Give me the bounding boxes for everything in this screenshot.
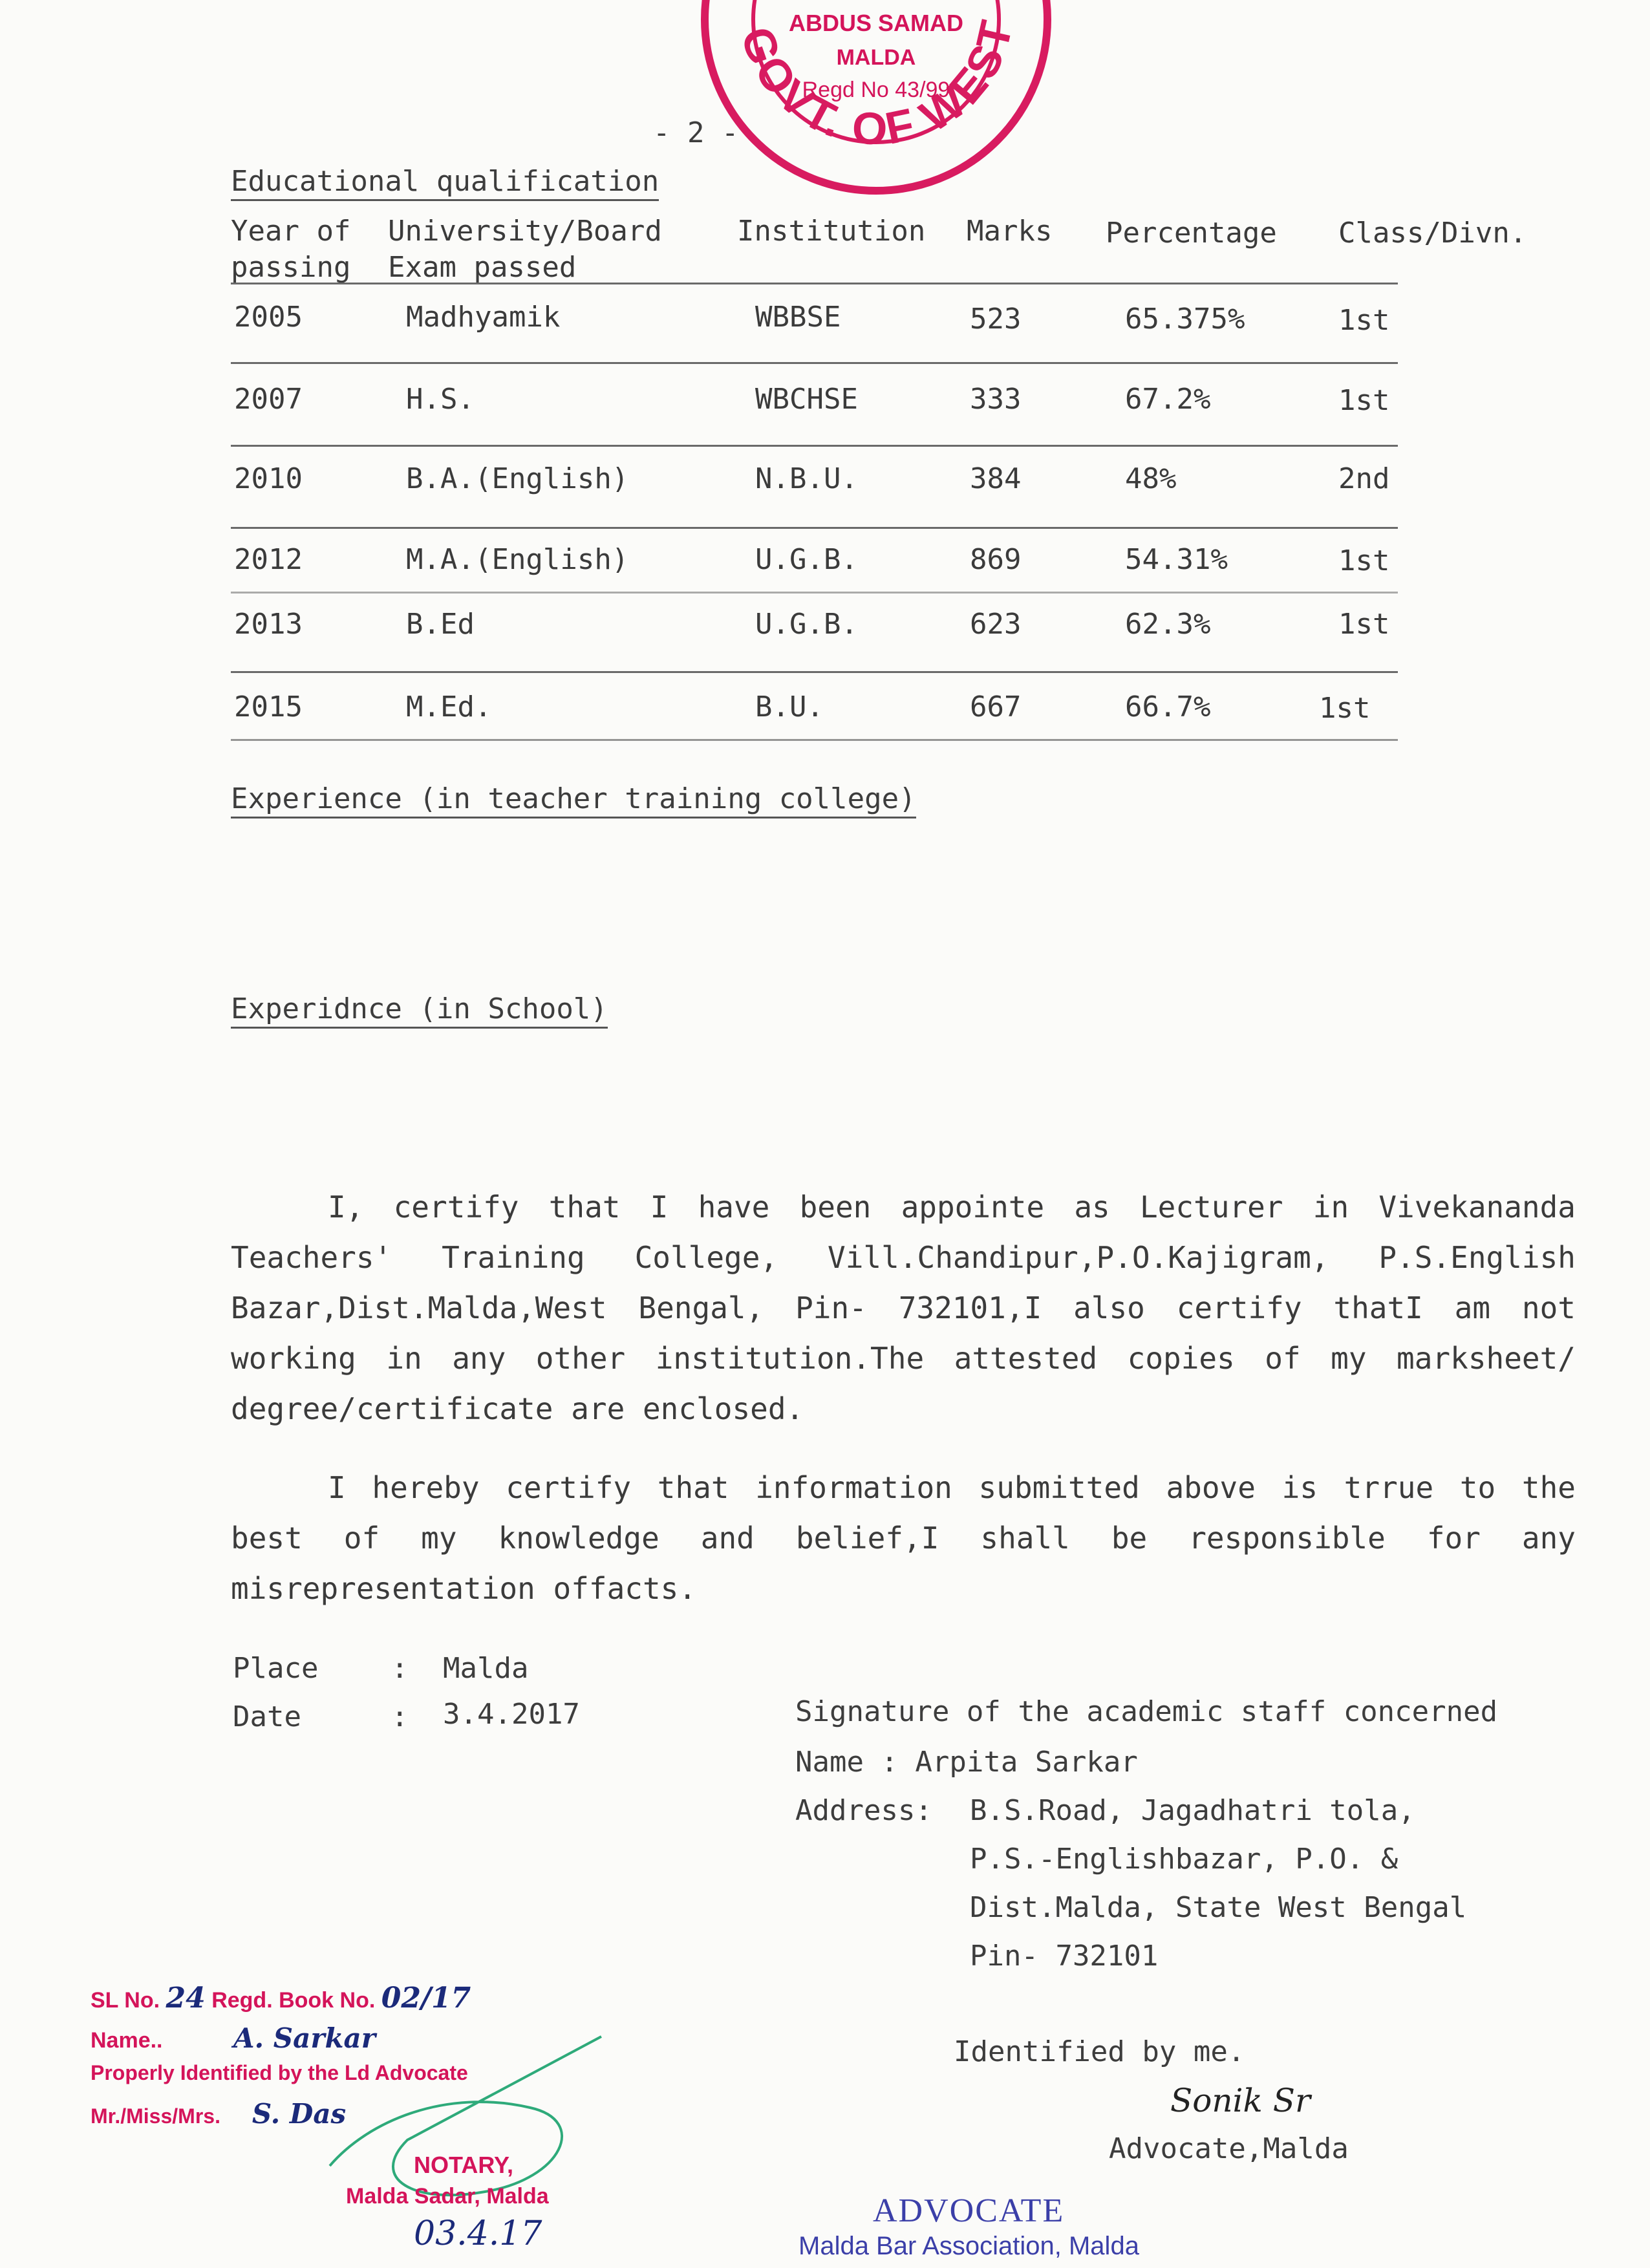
cell-exam: Madhyamik <box>406 301 561 334</box>
cell-percent: 54.31% <box>1125 543 1228 576</box>
regd-book-label: Regd. Book No. <box>211 1988 376 2013</box>
stamp-line-3: Regd No 43/99 <box>802 78 950 102</box>
address-line: B.S.Road, Jagadhatri tola, <box>970 1794 1415 1827</box>
address-label: Address: <box>795 1794 932 1827</box>
advocate-malda: Advocate,Malda <box>1109 2132 1349 2165</box>
cell-board: N.B.U. <box>755 462 858 495</box>
cell-exam: B.A.(English) <box>406 462 629 495</box>
table-rule <box>231 527 1398 529</box>
header-class: Class/Divn. <box>1338 217 1527 250</box>
cell-percent: 67.2% <box>1125 383 1211 416</box>
govt-stamp <box>695 0 1057 213</box>
address-line: Dist.Malda, State West Bengal <box>970 1891 1467 1924</box>
sl-no-hand: 24 <box>166 1982 206 2015</box>
cell-board: WBBSE <box>755 301 841 334</box>
properly-identified: Properly Identified by the Ld Advocate <box>91 2061 468 2084</box>
date-value: 3.4.2017 <box>443 1698 580 1731</box>
header-year-2: passing <box>231 251 351 284</box>
place-colon: : <box>391 1652 409 1685</box>
cell-percent: 65.375% <box>1125 303 1245 336</box>
staff-name: Name : Arpita Sarkar <box>795 1746 1138 1779</box>
cell-year: 2007 <box>234 383 303 416</box>
regd-book-hand: 02/17 <box>381 1982 471 2015</box>
table-rule <box>231 739 1398 741</box>
cell-marks: 333 <box>970 383 1022 416</box>
cell-board: U.G.B. <box>755 608 858 641</box>
cell-class: 1st <box>1338 384 1390 417</box>
cell-exam: H.S. <box>406 383 475 416</box>
cell-marks: 523 <box>970 303 1022 336</box>
page-number: - 2 - <box>653 116 739 149</box>
education-heading: Educational qualification <box>231 165 659 201</box>
cell-board: B.U. <box>755 690 824 723</box>
cell-board: U.G.B. <box>755 543 858 576</box>
header-year: Year of <box>231 215 351 248</box>
cell-class: 1st <box>1319 692 1371 725</box>
declaration-text: I hereby certify that information submitted above is trrue to the best of my knowledge and belief,I shall be responsible for any misrepresentation offacts. <box>231 1470 1576 1606</box>
header-percentage: Percentage <box>1106 217 1277 250</box>
declaration-paragraph <box>231 1462 1576 1614</box>
table-rule <box>231 283 1398 284</box>
experience-college-heading: Experience (in teacher training college) <box>231 782 916 818</box>
address-line: Pin- 732101 <box>970 1940 1159 1973</box>
certification-paragraph <box>231 1182 1576 1434</box>
cell-exam: B.Ed <box>406 608 475 641</box>
header-university: University/Board <box>388 215 662 248</box>
name-hand: A. Sarkar <box>233 2022 376 2054</box>
header-exam-passed: Exam passed <box>388 251 577 284</box>
place-label: Place <box>233 1652 319 1685</box>
cell-marks: 384 <box>970 462 1022 495</box>
cell-board: WBCHSE <box>755 383 858 416</box>
header-institution: Institution <box>737 215 926 248</box>
cell-year: 2015 <box>234 690 303 723</box>
experience-school-heading: Experidnce (in School) <box>231 992 608 1029</box>
advocate-stamp-title: ADVOCATE <box>873 2192 1065 2229</box>
cell-year: 2012 <box>234 543 303 576</box>
cell-marks: 623 <box>970 608 1022 641</box>
cell-exam: M.Ed. <box>406 690 492 723</box>
cell-percent: 48% <box>1125 462 1177 495</box>
date-label: Date <box>233 1700 301 1733</box>
table-rule <box>231 592 1398 594</box>
cell-class: 2nd <box>1338 462 1390 495</box>
cell-percent: 66.7% <box>1125 690 1211 723</box>
cell-percent: 62.3% <box>1125 608 1211 641</box>
cell-year: 2010 <box>234 462 303 495</box>
date-colon: : <box>391 1700 409 1733</box>
notary-date-hand: 03.4.17 <box>414 2214 542 2253</box>
cell-year: 2005 <box>234 301 303 334</box>
cell-exam: M.A.(English) <box>406 543 629 576</box>
mr-hand: S. Das <box>252 2098 347 2130</box>
table-rule <box>231 445 1398 447</box>
place-value: Malda <box>443 1652 529 1685</box>
cell-marks: 667 <box>970 690 1022 723</box>
mr-miss-label: Mr./Miss/Mrs. <box>91 2104 220 2128</box>
name-label: Name.. <box>91 2028 163 2053</box>
cell-class: 1st <box>1338 608 1390 641</box>
notary-stamp <box>91 1978 737 2263</box>
notary-place: Malda Sadar, Malda <box>346 2184 549 2209</box>
cell-marks: 869 <box>970 543 1022 576</box>
advocate-signature: Sonik Sr <box>1170 2082 1311 2119</box>
notary-label: NOTARY, <box>414 2152 514 2178</box>
sl-no-label: SL No. <box>91 1988 160 2013</box>
cell-year: 2013 <box>234 608 303 641</box>
cell-class: 1st <box>1338 544 1390 577</box>
identified-by-text: Identified by me. <box>954 2035 1245 2068</box>
stamp-ring-text: GOVT. OF WEST <box>731 14 1023 155</box>
signature-title: Signature of the academic staff concerned <box>795 1695 1498 1728</box>
address-line: P.S.-Englishbazar, P.O. & <box>970 1843 1398 1876</box>
header-marks: Marks <box>967 215 1053 248</box>
stamp-line-1: ABDUS SAMAD <box>789 10 963 36</box>
advocate-stamp-association: Malda Bar Association, Malda <box>798 2232 1139 2260</box>
cell-class: 1st <box>1338 304 1390 337</box>
table-rule <box>231 362 1398 364</box>
certification-text: I, certify that I have been appointe as Lecturer in Vivekananda Teachers' Training College, Vill.Chandipur,P.O.Kajigram, P.S.English Bazar,Dist.Malda,West Bengal, Pin- 732101,I also certify thatI am not working in any other institution.The attested copies of my marksheet/ degree/certificate are enclosed. <box>231 1190 1576 1426</box>
stamp-line-2: MALDA <box>836 45 916 70</box>
table-rule <box>231 671 1398 673</box>
